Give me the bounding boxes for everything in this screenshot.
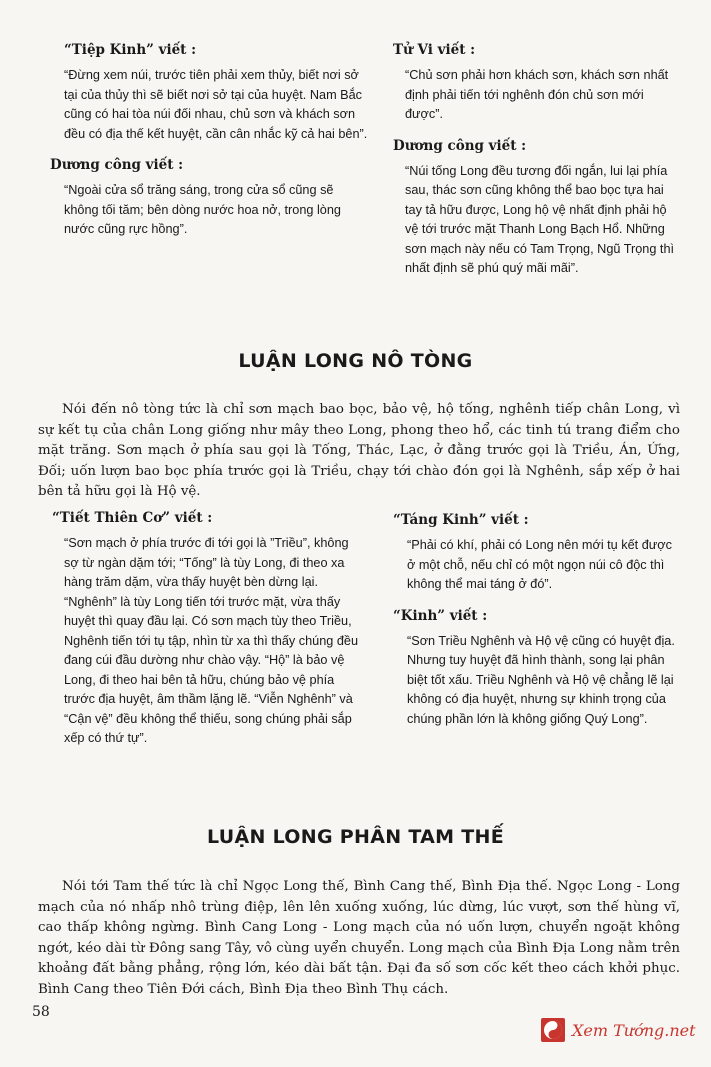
- quote-text: “Phải có khí, phải có Long nên mới tụ kết được ở một chỗ, nếu chỉ có một ngọn núi cô độc thì không thể mai táng ở đó”.: [407, 538, 672, 591]
- quote-text: “Sơn mạch ở phía trước đi tới gọi là ”Triều”, không sợ từ ngàn dặm tới; “Tống” là tùy Long, đi theo xa hàng trăm dặm, vừa thấy huyệt bèn dừng lại. “Nghênh” là tùy Long tiến tới trước mặt, vừa thấy huyệt thì quay đầu lại. Có sơn mạch tùy theo Triều, Nghênh tiến tới tụ tập, nhìn từ xa thì thấy chúng đều đang cúi đầu dường như chào vậy. “Hộ” là bảo vệ Long, đi theo hai bên tả hữu, chúng bảo vệ phía trước địa huyệt, âm thầm lặng lẽ. “Viễn Nghênh” và “Cận vệ” đều không thể thiếu, song chúng phải sắp xếp có thứ tự”.: [64, 536, 359, 745]
- watermark-text: Xem Tướng.net: [572, 1020, 696, 1040]
- source-label: Tử Vi viết :: [393, 42, 476, 58]
- source-label: “Táng Kinh” viết :: [393, 512, 529, 528]
- body-paragraph: Nói đến nô tòng tức là chỉ sơn mạch bao bọc, bảo vệ, hộ tống, nghênh tiếp chân Long, vì sự kết tụ của chân Long giống như mây theo Long, phong theo hổ, các tinh tú trang điểm cho mặt trăng. Sơn mạch ở phía sau gọi là Tống, Thác, Lạc, ở đằng trước gọi là Triều, Án, Ứng, Đối; uốn lượn bao bọc phía trước gọi là Triều, chạy tới chào đón gọi là Nghênh, sắp xếp ở hai bên tả hữu gọi là Hộ vệ.: [38, 402, 680, 499]
- source-label: “Tiệp Kinh” viết :: [64, 42, 197, 58]
- section-heading: LUẬN LONG PHÂN TAM THẾ: [207, 826, 504, 848]
- body-paragraph: Nói tới Tam thế tức là chỉ Ngọc Long thế, Bình Cang thế, Bình Địa thế. Ngọc Long - Long mạch của nó nhấp nhô trùng điệp, lên lên xuống xuống, lúc dừng, lúc vượt, sơn thế hùng vĩ, cao thấp không ngừng. Bình Cang Long - Long mạch của nó uốn lượn, chuyển ngoặt không ngớt, kéo dài từ Đông sang Tây, vô cùng uyển chuyển. Long mạch của Bình Địa Long nằm trên khoảng đất bằng phẳng, rộng lớn, kéo dài bất tận. Đại đa số sơn cốc kết theo cách khởi phục. Bình Cang theo Tiên Đới cách, Bình Địa theo Bình Thụ cách.: [38, 879, 680, 997]
- page-number: 58: [32, 1004, 50, 1020]
- section-heading: LUẬN LONG NÔ TÒNG: [238, 350, 473, 372]
- source-label: Dương công viết :: [50, 157, 184, 173]
- section1-right-column: [393, 512, 683, 742]
- quote-text: “Chủ sơn phải hơn khách sơn, khách sơn nhất định phải tiến tới nghênh đón chủ sơn mới được”.: [405, 68, 669, 121]
- source-label: “Tiết Thiên Cơ” viết :: [52, 510, 213, 526]
- yin-yang-logo-icon: [540, 1017, 566, 1043]
- quote-text: “Đừng xem núi, trước tiên phải xem thủy, biết nơi sở tại của thủy thì sẽ biết nơi sở tại của huyệt. Nam Bắc cũng có hai tòa núi đối nhau, chủ sơn và khách sơn đều có địa thế kết huyệt, cần cân nhắc kỹ cả hai bên”.: [64, 68, 368, 141]
- top-right-column: [393, 42, 675, 292]
- quote-text: “Ngoài cửa sổ trăng sáng, trong cửa sổ cũng sẽ không tối tăm; bên dòng nước hoa nở, trong lòng nước cũng rực hồng”.: [64, 183, 341, 236]
- source-label: “Kinh” viết :: [393, 607, 488, 624]
- watermark: [540, 1010, 700, 1050]
- section1-left-column: [52, 510, 364, 762]
- quote-text: “Núi tống Long đều tương đối ngắn, lui lại phía sau, thác sơn cũng không thể bao bọc tựa hai tay tả hữu được, Long hộ vệ nhất định phải hộ vệ tới trước mặt Thanh Long Bạch Hổ. Những sơn mạch này nếu có Tam Trọng, Ngũ Trọng thì nhất định sẽ phú quý mãi mãi”.: [405, 163, 675, 275]
- quote-text: “Sơn Triều Nghênh và Hộ vệ cũng có huyệt địa. Nhưng tuy huyệt đã hình thành, song lại phân biệt tốt xấu. Triều Nghênh và Hộ vệ chẳng lẽ lại không có địa huyệt, nhưng sự khinh trọng của chúng phần lớn là không giống Quý Long”.: [407, 633, 675, 726]
- source-label: Dương công viết :: [393, 137, 527, 154]
- top-left-column: [50, 42, 368, 253]
